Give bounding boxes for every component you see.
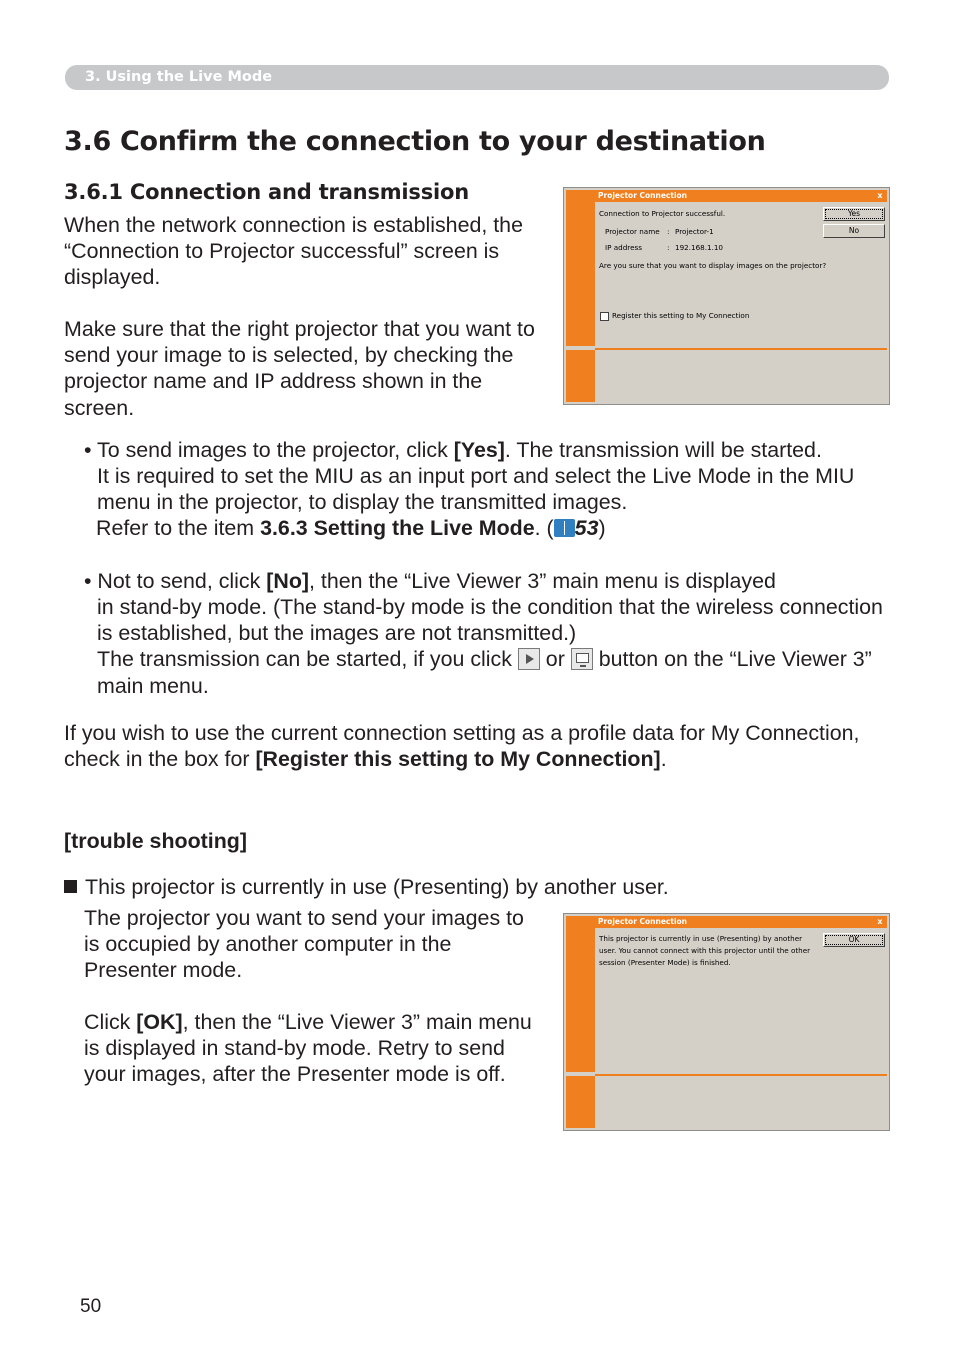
trouble-heading: [trouble shooting] [64,829,247,853]
dialog-side-panel [566,190,595,402]
projector-busy-dialog [563,913,890,1131]
dialog-content [595,202,887,348]
dialog-footer [595,1076,887,1128]
profile-suffix: . [660,747,667,772]
book-icon [554,519,575,537]
projector-name-label: Projector name [605,227,660,236]
busy-message-line1: This projector is currently in use (Presenting) by another [599,934,803,943]
close-icon[interactable]: x [877,917,883,926]
dialog-titlebar [595,916,887,928]
screen-button-icon [571,648,593,670]
confirm-question: Are you sure that you want to display images on the projector? [599,261,827,270]
no-button[interactable]: No [823,224,885,238]
ip-address-label: IP address [605,243,642,252]
ok-button[interactable]: OK [823,933,885,947]
subsection-title: 3.6.1 Connection and transmission [64,180,469,204]
trouble-item [64,874,884,900]
bullet-no-line3-suffix: button on the “Live Viewer 3” main menu. [97,647,872,698]
reference-strong: 3.6.3 Setting the Live Mode [260,516,535,540]
register-checkbox[interactable] [600,312,609,321]
dialog-side-panel [566,916,595,1128]
trouble-p2-suffix: , then the “Live Viewer 3” main menu is displayed in stand-by mode. Retry to send your images, after the Presenter mode is off. [84,1010,532,1087]
reference-close: ) [598,516,606,540]
bullet-yes-detail: It is required to set the MIU as an input port and select the Live Mode in the MIU menu in the projector, to display the transmitted images. [97,464,855,515]
trouble-item-text: This projector is currently in use (Presenting) by another user. [85,875,669,899]
bullet-no-prefix: • Not to send, click [84,569,267,593]
yes-button[interactable]: Yes [823,207,885,221]
bullet-no-suffix: , then the “Live Viewer 3” main menu is displayed [309,569,776,593]
page-number: 50 [80,1296,102,1317]
section-header-bar [65,65,889,90]
profile-paragraph [64,720,884,772]
busy-message-line3: session (Presenter Mode) is finished. [599,958,731,967]
reference-prefix: Refer to the item [96,516,261,540]
dialog-content [595,928,887,1074]
trouble-paragraph-2 [84,1009,534,1088]
square-bullet-icon [64,880,77,893]
ip-address-sep: : [667,243,670,252]
section-label: 3. Using the Live Mode [85,69,273,85]
bullet-no [84,568,904,594]
bullet-no-line3-prefix: The transmission can be started, if you click [97,647,518,672]
bullet-no-strong: [No] [266,569,310,593]
intro-paragraph-1: When the network connection is established, the “Connection to Projector successful” screen is displayed. [64,213,523,290]
reference-open: . ( [534,516,554,540]
projector-name-value: Projector-1 [675,227,714,236]
reference-page[interactable]: 53 [574,516,599,540]
bullet-yes-reference [96,515,896,541]
page-title: 3.6 Confirm the connection to your destination [64,126,766,157]
dialog-title: Projector Connection [598,191,688,200]
intro-paragraph-2: Make sure that the right projector that you want to send your image to is selected, by checking the projector name and IP address shown in the screen. [64,317,535,420]
connection-success-dialog [563,187,890,405]
bullet-yes-strong: [Yes] [453,438,505,462]
projector-name-sep: : [667,227,670,236]
ip-address-value: 192.168.1.10 [675,243,724,252]
busy-message-line2: user. You cannot connect with this projector until the other [599,946,811,955]
bullet-yes [84,437,904,463]
bullet-yes-suffix: . The transmission will be started. [504,438,822,462]
dialog-titlebar [595,190,887,202]
register-checkbox-label: Register this setting to My Connection [612,311,750,320]
play-button-icon [518,648,540,670]
success-message: Connection to Projector successful. [599,209,726,218]
profile-strong: [Register this setting to My Connection] [255,747,661,772]
dialog-title: Projector Connection [598,917,688,926]
trouble-paragraph-1: The projector you want to send your images to is occupied by another computer in the Presenter mode. [84,906,524,983]
bullet-no-line2: in stand-by mode. (The stand-by mode is the condition that the wireless connection is established, but the images are not transmitted.) [97,595,883,646]
dialog-footer [595,350,887,402]
trouble-p2-prefix: Click [84,1010,137,1034]
bullet-no-or: or [539,647,571,672]
profile-prefix: If you wish to use the current connection setting as a profile data for My Connection, check in the box for [64,721,860,772]
trouble-p2-strong: [OK] [136,1010,183,1034]
bullet-no-detail [97,594,897,699]
bullet-yes-prefix: • To send images to the projector, click [84,438,454,462]
close-icon[interactable]: x [877,191,883,200]
